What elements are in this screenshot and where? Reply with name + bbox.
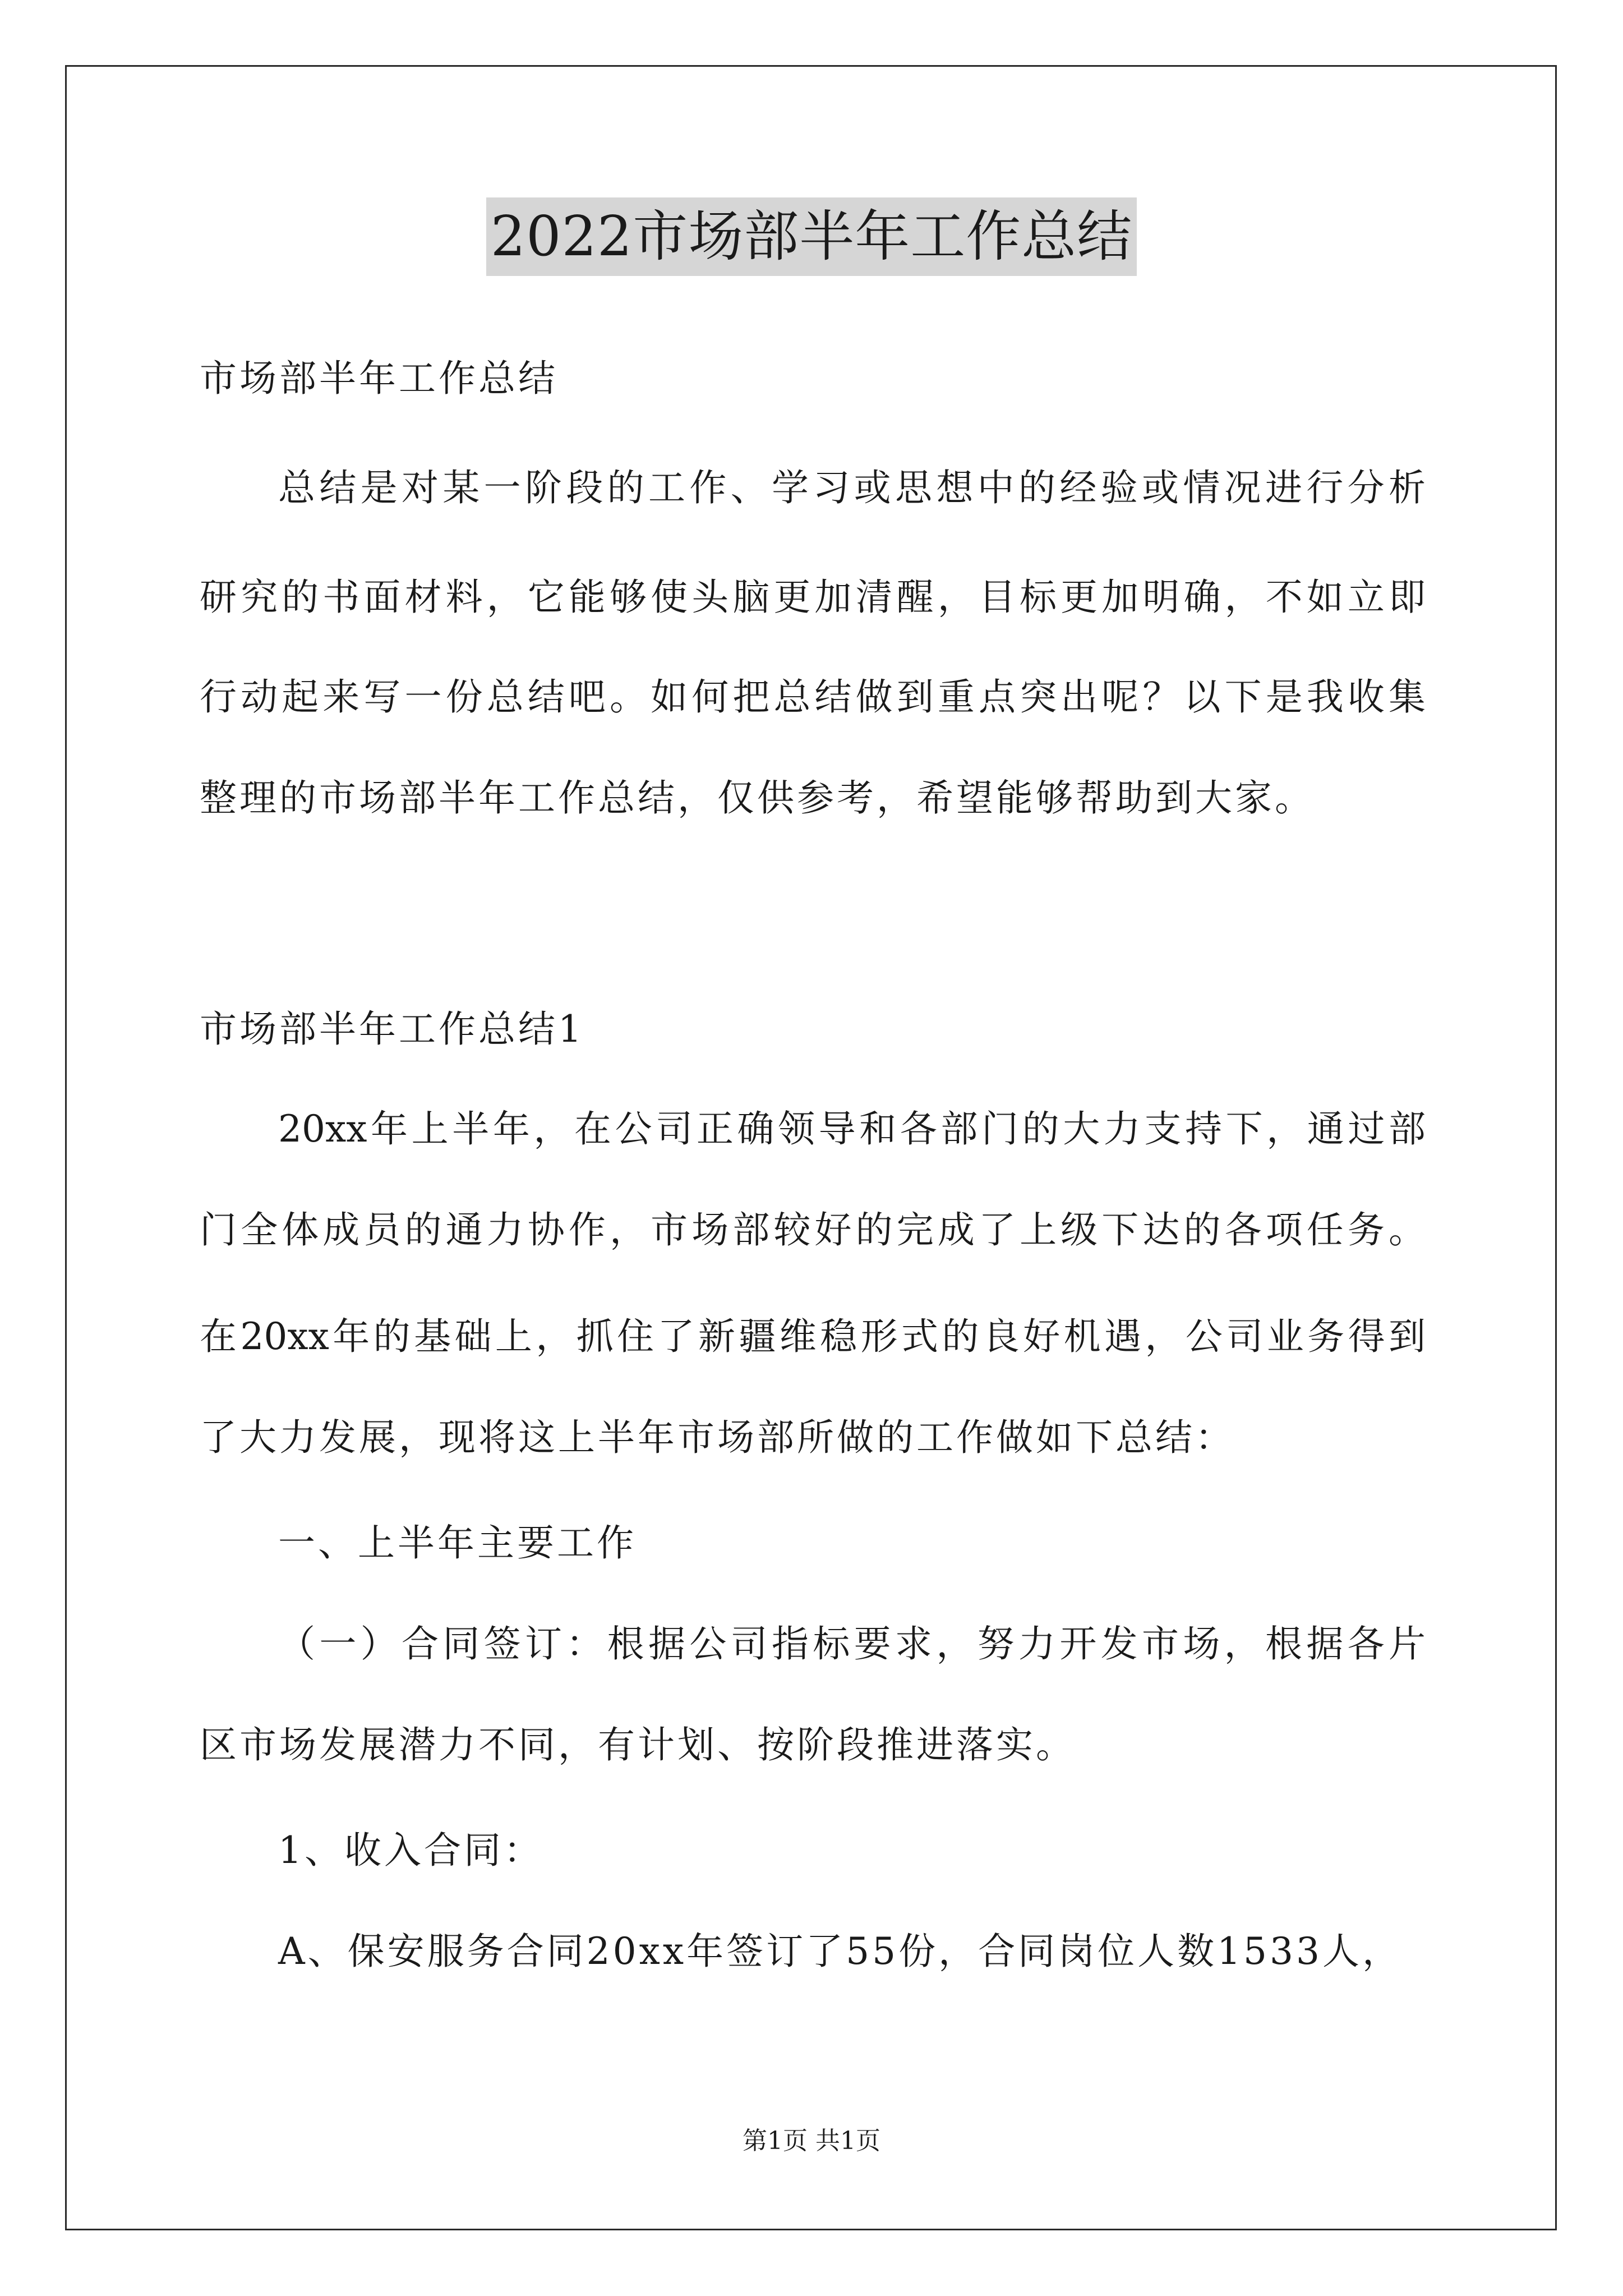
paragraph-line: 20xx年上半年，在公司正确领导和各部门的大力支持下，通过部 <box>278 1107 1426 1151</box>
paragraph-line: （一）合同签订：根据公司指标要求，努力开发市场，根据各片 <box>278 1622 1426 1665</box>
paragraph-line: 研究的书面材料，它能够使头脑更加清醒，目标更加明确，不如立即 <box>200 576 1426 619</box>
paragraph-line: A、保安服务合同20xx年签订了55份，合同岗位人数1533人， <box>278 1930 1403 1973</box>
title-container <box>0 197 1623 276</box>
paragraph-line: 在20xx年的基础上，抓住了新疆维稳形式的良好机遇，公司业务得到 <box>200 1315 1426 1358</box>
list-heading: 1、收入合同： <box>278 1829 543 1872</box>
page-footer: 第1页 共1页 <box>743 2127 880 2155</box>
paragraph-line: 行动起来写一份总结吧。如何把总结做到重点突出呢？以下是我收集 <box>200 675 1426 719</box>
subtitle-line: 市场部半年工作总结 <box>200 357 558 400</box>
paragraph-line: 区市场发展潜力不同，有计划、按阶段推进落实。 <box>200 1723 1076 1766</box>
paragraph-line: 整理的市场部半年工作总结，仅供参考，希望能够帮助到大家。 <box>200 776 1315 820</box>
subsection-heading: 一、上半年主要工作 <box>278 1521 637 1565</box>
paragraph-line: 门全体成员的通力协作，市场部较好的完成了上级下达的各项任务。 <box>200 1208 1426 1251</box>
document-title: 2022市场部半年工作总结 <box>486 197 1137 276</box>
paragraph-line: 了大力发展，现将这上半年市场部所做的工作做如下总结： <box>200 1416 1235 1459</box>
section-heading: 市场部半年工作总结1 <box>200 1007 584 1051</box>
paragraph-line: 总结是对某一阶段的工作、学习或思想中的经验或情况进行分析 <box>278 466 1426 509</box>
